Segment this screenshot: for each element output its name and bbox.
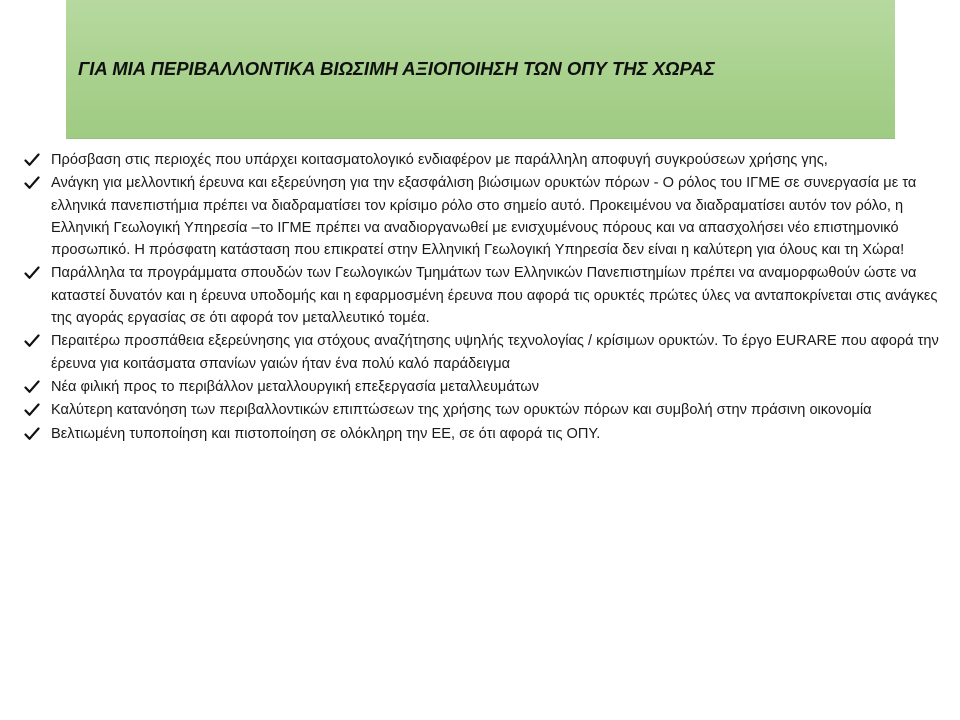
- checkmark-icon: [24, 334, 40, 348]
- checkmark-icon: [24, 427, 40, 441]
- bullet-item: [22, 330, 944, 375]
- bullet-text: Πρόσβαση στις περιοχές που υπάρχει κοιτασματολογικό ενδιαφέρον με παράλληλη αποφυγή συγκρούσεων χρήσης γης,: [51, 152, 828, 168]
- bullet-text: Ανάγκη για μελλοντική έρευνα και εξερεύνηση για την εξασφάλιση βιώσιμων ορυκτών πόρων - Ο ρόλος του ΙΓΜΕ σε συνεργασία με τα ελληνικά πανεπιστήμια πρέπει να διαδραματίσει τον κρίσιμο ρόλο στο σημείο αυτό. Προκειμένου να διαδραματίσει αυτόν τον ρόλο, η Ελληνική Γεωλογική Υπηρεσία –το ΙΓΜΕ πρέπει να αναδιοργανωθεί με ενισχυμένους πόρους και να απασχολήσει νέο επιστημονικό προσωπικό. Η πρόσφατη κατάσταση που επικρατεί στην Ελληνική Γεωλογική Υπηρεσία δεν είναι η καλύτερη για όλους και τη Χώρα!: [51, 175, 917, 259]
- title-banner: [66, 0, 895, 139]
- checkmark-icon: [24, 266, 40, 280]
- bullet-list: [22, 149, 944, 446]
- bullet-text: Καλύτερη κατανόηση των περιβαλλοντικών επιπτώσεων της χρήσης των ορυκτών πόρων και συμβολή στην πράσινη οικονομία: [51, 402, 872, 419]
- checkmark-icon: [24, 380, 40, 394]
- bullet-item: [22, 172, 944, 261]
- bullet-text: Περαιτέρω προσπάθεια εξερεύνησης για στόχους αναζήτησης υψηλής τεχνολογίας / κρίσιμων ορυκτών. Το έργο EURARE που αφορά την έρευνα για κοιτάσματα σπανίων γαιών ήταν ένα πολύ καλό παράδειγμα: [51, 333, 939, 372]
- bullet-item: [22, 423, 944, 445]
- checkmark-icon: [24, 403, 40, 417]
- bullet-text: Νέα φιλική προς το περιβάλλον μεταλλουργική επεξεργασία μεταλλευμάτων: [51, 378, 540, 395]
- bullet-item: [22, 376, 944, 398]
- bullet-text: Βελτιωμένη τυποποίηση και πιστοποίηση σε ολόκληρη την ΕΕ, σε ότι αφορά τις ΟΠΥ.: [51, 425, 601, 442]
- bullet-item: [22, 399, 944, 421]
- checkmark-icon: [24, 153, 40, 167]
- checkmark-icon: [24, 176, 40, 190]
- bullet-text: Παράλληλα τα προγράμματα σπουδών των Γεωλογικών Τμημάτων των Ελληνικών Πανεπιστημίων πρέπει να αναμορφωθούν ώστε να καταστεί δυνατόν και η έρευνα υποδομής και η εφαρμοσμένη έρευνα που αφορά τις ορυκτές πρώτες ύλες να ανταποκρίνεται στις ανάγκες της αγοράς εργασίας σε ότι αφορά τον μεταλλευτικό τομέα.: [51, 265, 938, 327]
- bullet-item: [22, 149, 944, 171]
- bullet-item: [22, 262, 944, 329]
- slide-title: ΓΙΑ ΜΙΑ ΠΕΡΙΒΑΛΛΟΝΤΙΚΑ ΒΙΩΣΙΜΗ ΑΞΙΟΠΟΙΗΣΗ ΤΩΝ ΟΠΥ ΤΗΣ ΧΩΡΑΣ: [78, 58, 715, 79]
